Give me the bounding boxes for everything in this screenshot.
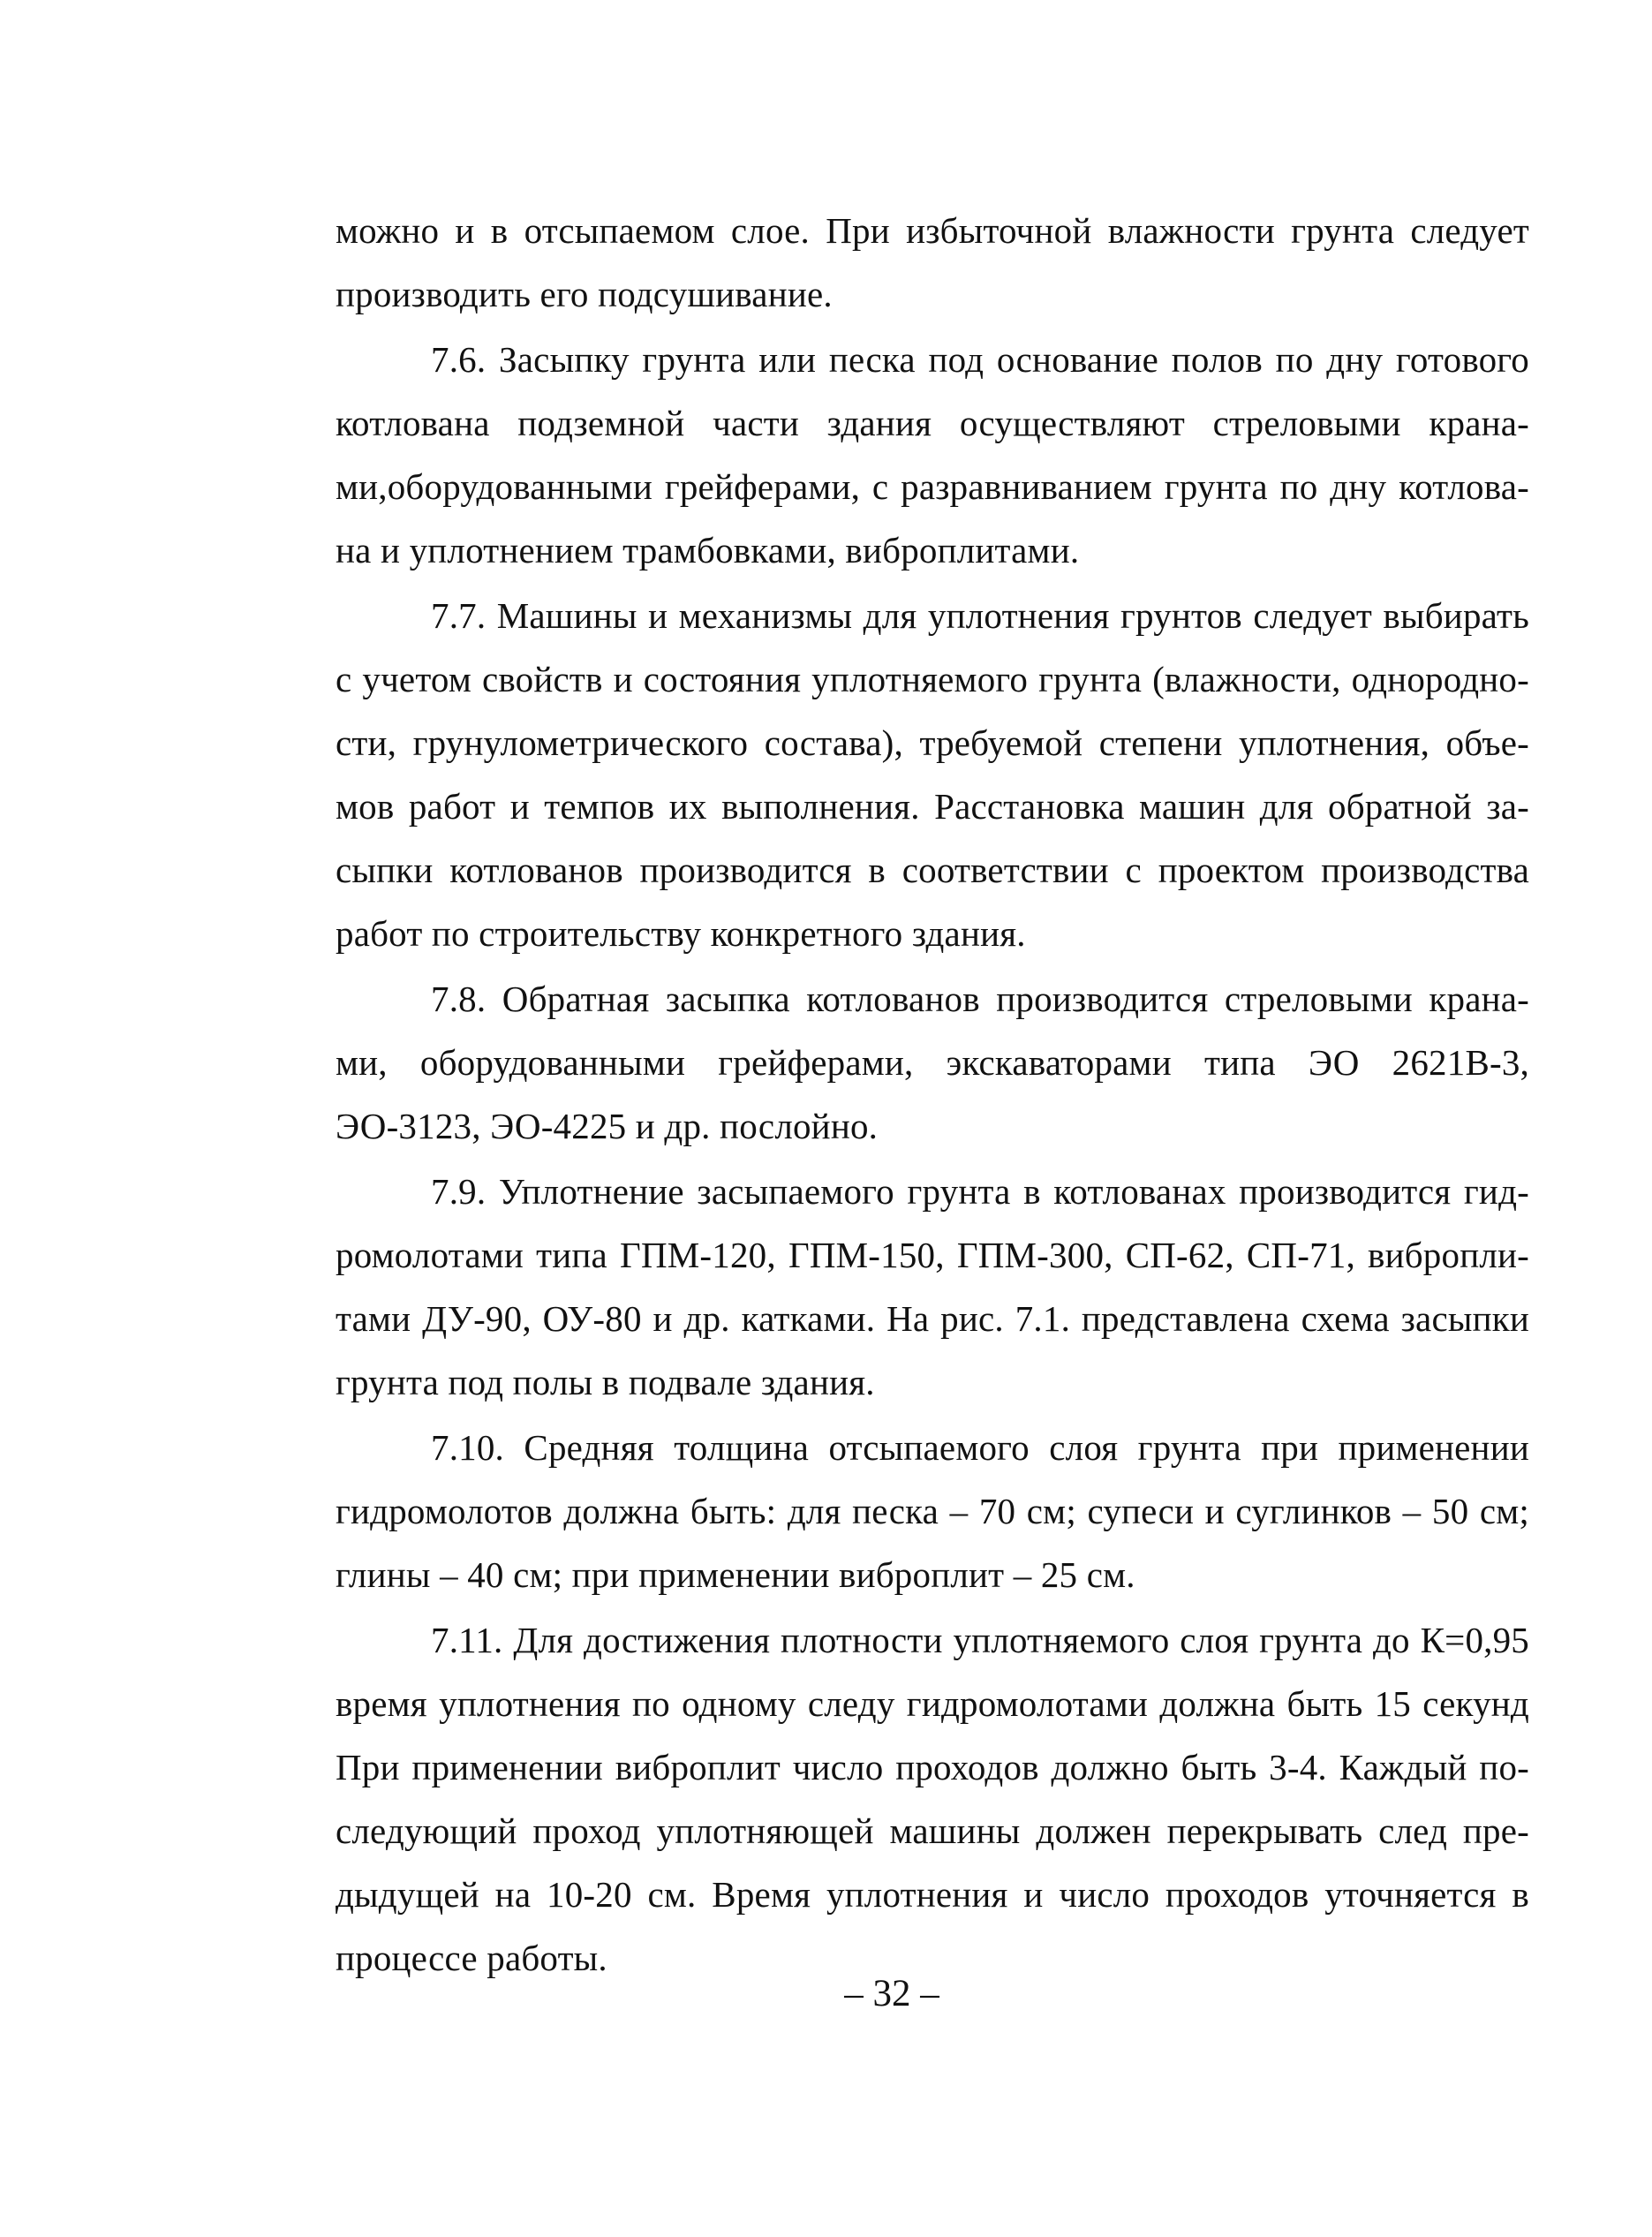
paragraph-7-9: 7.9. Уплотнение засыпаемого грунта в котлованах производится гид-ромолотами типа ГПМ-120, ГПМ-150, ГПМ-300, СП-62, СП-71, вибропли-тами ДУ-90, ОУ-80 и др. катками. На рис. 7.1. представлена схема засыпки грунта под полы в подвале здания. [336, 1171, 1529, 1402]
paragraph-7-8: 7.8. Обратная засыпка котлованов производится стреловыми крана-ми, оборудованными грейферами, экскаваторами типа ЭО 2621В-3, ЭО-3123, ЭО-4225 и др. послойно. [336, 979, 1529, 1146]
paragraph-7-7: 7.7. Машины и механизмы для уплотнения грунтов следует выбирать с учетом свойств и состояния уплотняемого грунта (влажности, однородно-сти, грунулометрического состава), требуемой степени уплотнения, объе-мов работ и темпов их выполнения. Расстановка машин для обратной за-сыпки котлованов производится в соответствии с проектом производства работ по строительству конкретного здания. [336, 595, 1529, 954]
paragraph-7-11: 7.11. Для достижения плотности уплотняемого слоя грунта до К=0,95 время уплотнения по одному следу гидромолотами должна быть 15 секунд При применении виброплит число проходов должно быть 3-4. Каждый по-следующий проход уплотняющей машины должен перекрывать след пре-дыдущей на 10-20 см. Время уплотнения и число проходов уточняется в процессе работы. [336, 1620, 1529, 1978]
page-number: – 32 – [844, 1973, 939, 2014]
body-text [336, 199, 1529, 1990]
paragraph-7-10: 7.10. Средняя толщина отсыпаемого слоя грунта при применении гидромолотов должна быть: для песка – 70 см; супеси и суглинков – 50 см; глины – 40 см; при применении виброплит – 25 см. [336, 1427, 1529, 1595]
paragraph-7-6: 7.6. Засыпку грунта или песка под основание полов по дну готового котлована подземной части здания осуществляют стреловыми крана-ми,оборудованными грейферами, с разравниванием грунта по дну котлова-на и уплотнением трамбовками, виброплитами. [336, 339, 1529, 571]
paragraph-continuation: можно и в отсыпаемом слое. При избыточной влажности грунта следует производить его подсушивание. [336, 210, 1529, 314]
